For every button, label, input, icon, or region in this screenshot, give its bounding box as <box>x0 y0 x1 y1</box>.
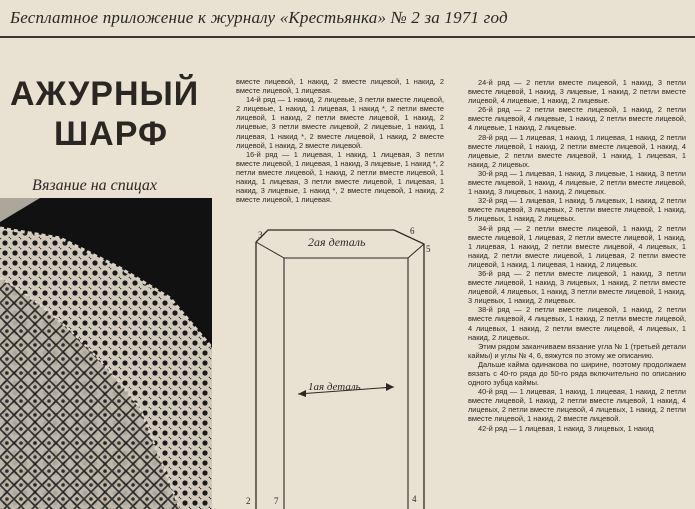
corner-number: 4 <box>412 494 417 504</box>
paragraph: 16-й ряд — 1 лицевая, 1 накид, 1 лицевая, 3 петли вместе лицевой, 1 лицевая, 1 накид, 3 лицевые, 1 накид *, 2 петли вместе лицевой, 1 накид, 2 петли вместе лицевой, 1 накид, 1 лицевая, 3 петли вместе лицевой, 1 лицевая, 1 накид, 3 лицевые, 1 накид *, 2 вместе лицевой, 1 накид, 2 вместе лицевой, 1 лицевая. <box>236 149 444 205</box>
paragraph: вместе лицевой, 1 накид, 2 вместе лицевой, 1 накид, 2 вместе лицевой, 1 лицевая. <box>236 77 444 96</box>
instructions-column-2 <box>468 78 686 433</box>
paragraph: 32-й ряд — 1 лицевая, 1 накид, 5 лицевых, 1 накид, 2 петли вместе лицевой, 3 лицевых, 2 петли вместе лицевой, 1 накид, 5 лицевых, 1 накид, 2 лицевых. <box>468 196 686 224</box>
page-title <box>10 74 199 154</box>
lace-pattern-image <box>0 198 212 509</box>
paragraph: 14-й ряд — 1 накид, 2 лицевые, 3 петли вместе лицевой, 2 лицевые, 1 накид, 1 лицевая, 1 накид *, 2 петли вместе лицевой, 1 накид, 2 петли вместе лицевой, 1 накид, 2 лицевые, 3 петли вместе лицевой, 2 лицевые, 1 накид, 1 лицевая, 1 накид *, 2 вместе лицевой, 1 накид, 2 вместе лицевой, 1 накид, 2 вместе лицевой. <box>236 95 444 150</box>
page-header: Бесплатное приложение к журналу «Крестьянка» № 2 за 1971 год <box>10 8 508 27</box>
corner-number: 2 <box>246 496 251 506</box>
paragraph: 24-й ряд — 2 петли вместе лицевой, 1 накид, 3 петли вместе лицевой, 1 накид, 3 лицевые, 1 накид, 2 петли вместе лицевой, 4 лицевые, 1 накид, 2 лицевые. <box>468 78 686 106</box>
title-line-1: АЖУРНЫЙ <box>10 75 200 113</box>
title-line-2: ШАРФ <box>54 115 168 153</box>
corner-number: 5 <box>426 244 431 254</box>
paragraph: Дальше кайма одинакова по ширине, поэтому продолжаем вязать с 40-го ряда до 50-го ряда включительно по описанию одного зубца каймы. <box>468 359 686 388</box>
header-rule <box>0 36 695 38</box>
corner-number: 7 <box>274 496 279 506</box>
paragraph: 26-й ряд — 2 петли вместе лицевой, 1 накид, 2 петли вместе лицевой, 4 лицевые, 1 накид, 2 петли вместе лицевой, 4 лицевые, 1 накид, 2 лицевые. <box>468 105 686 133</box>
paragraph: Этим рядом заканчиваем вязание угла № 1 (третьей детали каймы) и углы № 4, 6, вяжутся по этому же описанию. <box>468 341 686 360</box>
paragraph: 30-й ряд — 1 лицевая, 1 накид, 3 лицевые, 1 накид, 3 петли вместе лицевой, 1 накид, 4 лицевые, 2 петли вместе лицевой, 1 накид, 3 лицевых, 1 накид, 2 лицевых. <box>468 168 686 197</box>
part-1-label: 1ая деталь <box>308 381 361 393</box>
page-subtitle: Вязание на спицах <box>32 177 158 194</box>
paragraph: 42-й ряд — 1 лицевая, 1 накид, 3 лицевых, 1 накид <box>478 423 654 433</box>
part-2-label: 2ая деталь <box>308 235 366 249</box>
paragraph: 36-й ряд — 2 петли вместе лицевой, 1 накид, 3 петли вместе лицевой, 1 накид, 3 лицевых, 1 накид, 2 петли вместе лицевой, 4 лицевых, 1 накид, 3 петли вместе лицевой, 1 накид, 3 лицевых, 1 накид, 2 лицевых. <box>468 268 686 306</box>
paragraph: 28-й ряд — 1 лицевая, 1 накид, 1 лицевая, 1 накид, 2 петли вместе лицевой, 1 накид, 2 петли вместе лицевой, 1 накид, 4 лицевые, 2 петли вместе лицевой, 1 накид, 1 лицевая, 1 накид, 2 лицевых. <box>468 132 686 169</box>
paragraph: 38-й ряд — 2 петли вместе лицевой, 1 накид, 2 петли вместе лицевой, 4 лицевых, 1 накид, 2 петли вместе лицевой, 4 лицевых, 1 накид, 2 петли вместе лицевой, 4 лицевых, 1 накид, 2 лицевых. <box>468 305 686 342</box>
instructions-column-1 <box>236 77 444 204</box>
lace-scarf-photo <box>0 198 212 509</box>
paragraph: 40-й ряд — 1 лицевая, 1 накид, 1 лицевая, 1 накид, 2 петли вместе лицевой, 1 накид, 2 петли вместе лицевой, 1 накид, 4 лицевых, 2 петли вместе лицевой, 4 лицевых, 1 накид, 2 петли вместе лицевой, 1 накид, 2 вместе лицевой. <box>468 387 686 424</box>
corner-number: 6 <box>410 226 415 236</box>
paragraph: 34-й ряд — 2 петли вместе лицевой, 1 накид, 2 петли вместе лицевой, 1 лицевая, 2 петли вместе лицевой, 1 накид, 1 лицевая, 1 накид, 2 петли вместе лицевой, 4 лицевых, 1 накид, 2 петли вместе лицевой, 1 лицевая, 2 петли вместе лицевой, 1 накид, 1 лицевая, 1 накид, 2 лицевых. <box>468 223 686 269</box>
corner-number: 3 <box>258 230 263 240</box>
scarf-schematic-diagram <box>244 222 440 509</box>
